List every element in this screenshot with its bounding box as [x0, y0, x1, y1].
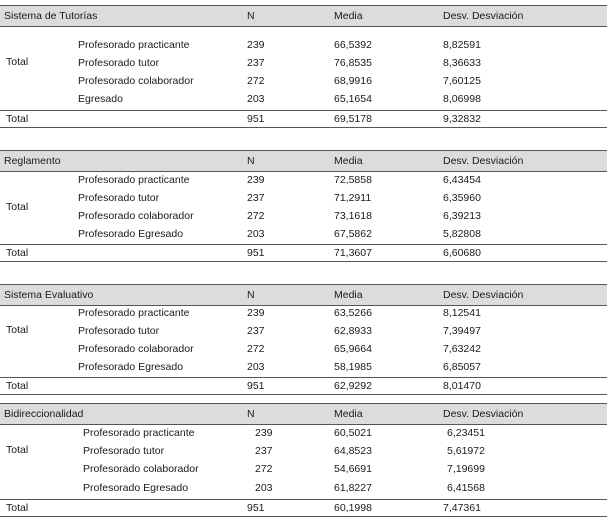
row-n: 272 [247, 75, 265, 87]
row-label: Profesorado colaborador [78, 75, 194, 87]
table-row [0, 90, 607, 108]
row-media: 66,5392 [334, 39, 372, 51]
row-label: Profesorado Egresado [83, 482, 189, 494]
row-sd: 6,85057 [443, 361, 481, 373]
row-label: Profesorado tutor [78, 325, 160, 337]
row-n: 203 [255, 482, 273, 494]
section-header [0, 5, 607, 27]
row-media: 71,2911 [334, 192, 372, 204]
total-media: 60,1998 [334, 502, 372, 514]
table-row [0, 207, 607, 225]
row-n: 203 [247, 93, 265, 105]
total-n: 951 [247, 502, 265, 514]
total-n: 951 [247, 380, 265, 392]
table-row [0, 340, 607, 358]
col-sd-header: Desv. Desviación [443, 408, 524, 420]
row-sd: 7,60125 [443, 75, 481, 87]
total-sd: 7,47361 [443, 502, 481, 514]
row-media: 73,1618 [334, 210, 372, 222]
col-media-header: Media [334, 155, 363, 167]
row-label: Profesorado Egresado [78, 228, 184, 240]
row-media: 68,9916 [334, 75, 372, 87]
row-media: 61,8227 [334, 482, 372, 494]
row-media: 64,8523 [334, 445, 372, 457]
col-sd-header: Desv. Desviación [443, 10, 524, 22]
table-row [0, 72, 607, 90]
section-title: Sistema de Tutorías [4, 10, 98, 22]
row-media: 63,5266 [334, 307, 372, 319]
table-row [0, 36, 607, 54]
total-label: Total [6, 380, 29, 392]
col-n-header: N [247, 289, 255, 301]
section-title: Sistema Evaluativo [4, 289, 94, 301]
row-sd: 8,12541 [443, 307, 481, 319]
row-n: 239 [247, 39, 265, 51]
row-media: 72,5858 [334, 174, 372, 186]
table-row [0, 54, 607, 72]
row-media: 54,6691 [334, 463, 372, 475]
row-sd: 7,63242 [443, 343, 481, 355]
row-n: 239 [247, 307, 265, 319]
row-label: Profesorado colaborador [78, 343, 194, 355]
row-label: Profesorado tutor [78, 192, 160, 204]
group-label: Total [6, 201, 29, 213]
row-media: 60,5021 [334, 427, 372, 439]
row-label: Profesorado colaborador [78, 210, 194, 222]
row-n: 203 [247, 228, 265, 240]
row-sd: 6,23451 [447, 427, 485, 439]
total-sd: 6,60680 [443, 247, 481, 259]
total-row [0, 377, 607, 395]
col-media-header: Media [334, 289, 363, 301]
row-label: Profesorado tutor [78, 57, 160, 69]
section-title: Bidireccionalidad [4, 408, 84, 420]
total-n: 951 [247, 113, 265, 125]
col-n-header: N [247, 408, 255, 420]
section-header [0, 150, 607, 172]
total-row [0, 244, 607, 262]
row-label: Profesorado practicante [78, 39, 190, 51]
row-label: Profesorado colaborador [83, 463, 199, 475]
table-row [0, 460, 607, 478]
total-label: Total [6, 247, 29, 259]
row-sd: 7,39497 [443, 325, 481, 337]
total-media: 69,5178 [334, 113, 372, 125]
col-media-header: Media [334, 10, 363, 22]
col-n-header: N [247, 10, 255, 22]
table-row [0, 322, 607, 340]
row-media: 76,8535 [334, 57, 372, 69]
table-row [0, 171, 607, 189]
table-row [0, 225, 607, 243]
row-sd: 8,06998 [443, 93, 481, 105]
section-header [0, 284, 607, 306]
total-n: 951 [247, 247, 265, 259]
row-n: 203 [247, 361, 265, 373]
row-label: Profesorado practicante [78, 307, 190, 319]
table-row [0, 442, 607, 460]
total-row [0, 110, 607, 128]
row-n: 237 [247, 192, 265, 204]
col-sd-header: Desv. Desviación [443, 289, 524, 301]
row-n: 239 [247, 174, 265, 186]
table-row [0, 189, 607, 207]
row-sd: 5,82808 [443, 228, 481, 240]
row-n: 237 [255, 445, 273, 457]
row-media: 58,1985 [334, 361, 372, 373]
row-sd: 7,19699 [447, 463, 485, 475]
row-sd: 6,43454 [443, 174, 481, 186]
row-sd: 6,35960 [443, 192, 481, 204]
row-sd: 8,82591 [443, 39, 481, 51]
col-sd-header: Desv. Desviación [443, 155, 524, 167]
total-media: 71,3607 [334, 247, 372, 259]
row-label: Profesorado practicante [83, 427, 195, 439]
table-row [0, 424, 607, 442]
row-label: Profesorado practicante [78, 174, 190, 186]
row-n: 237 [247, 325, 265, 337]
row-n: 272 [255, 463, 273, 475]
row-n: 239 [255, 427, 273, 439]
row-label: Egresado [78, 93, 123, 105]
row-sd: 5,61972 [447, 445, 485, 457]
total-media: 62,9292 [334, 380, 372, 392]
section-title: Reglamento [4, 155, 61, 167]
row-n: 272 [247, 210, 265, 222]
total-label: Total [6, 502, 29, 514]
row-sd: 6,39213 [443, 210, 481, 222]
total-label: Total [6, 113, 29, 125]
row-sd: 6,41568 [447, 482, 485, 494]
row-media: 65,1654 [334, 93, 372, 105]
table-row [0, 358, 607, 376]
col-n-header: N [247, 155, 255, 167]
row-label: Profesorado Egresado [78, 361, 184, 373]
total-sd: 9,32832 [443, 113, 481, 125]
row-label: Profesorado tutor [83, 445, 165, 457]
row-media: 65,9664 [334, 343, 372, 355]
group-label: Total [6, 324, 29, 336]
table-row [0, 479, 607, 497]
group-label: Total [6, 444, 29, 456]
total-row [0, 499, 607, 517]
row-media: 67,5862 [334, 228, 372, 240]
table-row [0, 304, 607, 322]
row-n: 272 [247, 343, 265, 355]
total-sd: 8,01470 [443, 380, 481, 392]
row-n: 237 [247, 57, 265, 69]
row-sd: 8,36633 [443, 57, 481, 69]
col-media-header: Media [334, 408, 363, 420]
section-header [0, 403, 607, 425]
row-media: 62,8933 [334, 325, 372, 337]
group-label: Total [6, 56, 29, 68]
